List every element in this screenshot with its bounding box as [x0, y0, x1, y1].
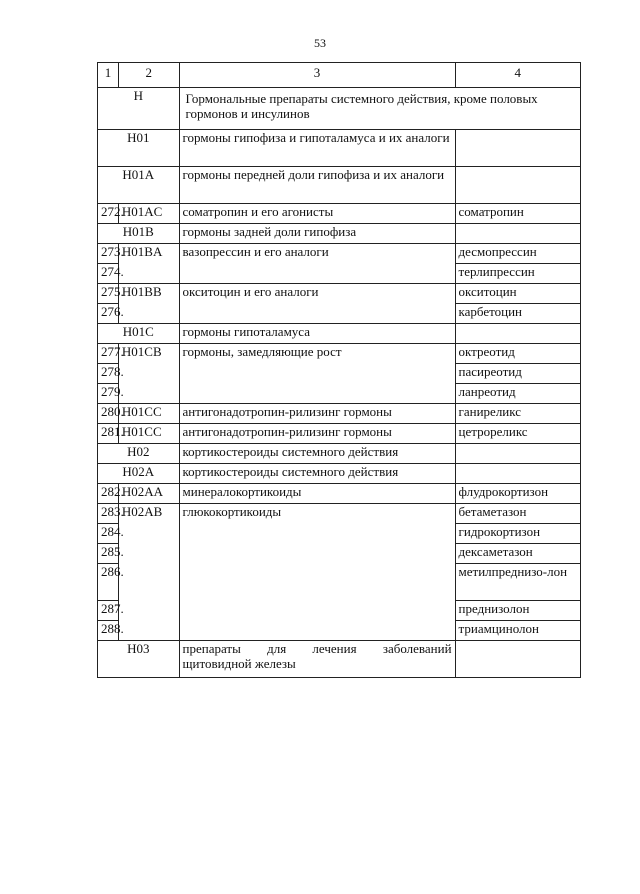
atc-code: H01CC [118, 424, 179, 444]
header-col-2: 2 [118, 63, 179, 88]
drug-name: терлипрессин [455, 264, 580, 284]
row-number: 275. [98, 284, 119, 304]
row-number: 283. [98, 504, 119, 524]
group-code: H01 [98, 130, 180, 167]
drug-name: соматропин [455, 204, 580, 224]
group-code: H02A [98, 464, 180, 484]
row-number: 282. [98, 484, 119, 504]
atc-description: антигонадотропин-рилизинг гормоны [179, 424, 455, 444]
group-row [98, 130, 581, 167]
drug-name: бетаметазон [455, 504, 580, 524]
group-row [98, 167, 581, 204]
drug-name: триамцинолон [455, 621, 580, 641]
group-title: гормоны гипофиза и гипоталамуса и их аналоги [179, 130, 455, 167]
drug-name: пасиреотид [455, 364, 580, 384]
atc-code: H01CB [118, 344, 179, 404]
group-code: H01A [98, 167, 180, 204]
atc-description: вазопрессин и его аналоги [179, 244, 455, 284]
row-number: 286. [98, 564, 119, 601]
table-row [98, 344, 581, 364]
empty-cell [455, 324, 580, 344]
empty-cell [455, 130, 580, 167]
header-col-3: 3 [179, 63, 455, 88]
empty-cell [455, 224, 580, 244]
group-title: гормоны передней доли гипофиза и их аналоги [179, 167, 455, 204]
drug-name: десмопрессин [455, 244, 580, 264]
group-title: кортикостероиды системного действия [179, 464, 455, 484]
drug-name: дексаметазон [455, 544, 580, 564]
atc-code: H01BB [118, 284, 179, 324]
group-title: препараты для лечения заболеваний щитовидной железы [179, 641, 455, 678]
row-number: 280. [98, 404, 119, 424]
table-row [98, 504, 581, 524]
atc-code: H01BA [118, 244, 179, 284]
group-title: гормоны задней доли гипофиза [179, 224, 455, 244]
drug-name: флудрокортизон [455, 484, 580, 504]
table-row [98, 424, 581, 444]
section-title: Гормональные препараты системного действия, кроме половых гормонов и инсулинов [179, 88, 580, 130]
table-row [98, 484, 581, 504]
group-code: H01C [98, 324, 180, 344]
row-number: 279. [98, 384, 119, 404]
table-row [98, 284, 581, 304]
group-row [98, 224, 581, 244]
table-row [98, 244, 581, 264]
empty-cell [455, 464, 580, 484]
drug-table [97, 62, 581, 678]
group-code: H03 [98, 641, 180, 678]
table-row [98, 404, 581, 424]
empty-cell [455, 444, 580, 464]
row-number: 278. [98, 364, 119, 384]
drug-name: октреотид [455, 344, 580, 364]
page-number: 53 [314, 36, 326, 50]
row-number: 288. [98, 621, 119, 641]
group-title: кортикостероиды системного действия [179, 444, 455, 464]
section-row [98, 88, 581, 130]
group-row [98, 324, 581, 344]
empty-cell [455, 641, 580, 678]
drug-name: карбетоцин [455, 304, 580, 324]
row-number: 273. [98, 244, 119, 264]
group-code: H01B [98, 224, 180, 244]
group-row [98, 464, 581, 484]
row-number: 276. [98, 304, 119, 324]
atc-code: H02AB [118, 504, 179, 641]
group-code: H02 [98, 444, 180, 464]
atc-description: соматропин и его агонисты [179, 204, 455, 224]
section-code: H [98, 88, 180, 130]
empty-cell [455, 167, 580, 204]
group-row [98, 641, 581, 678]
row-number: 281. [98, 424, 119, 444]
row-number: 284. [98, 524, 119, 544]
table-row [98, 204, 581, 224]
atc-description: антигонадотропин-рилизинг гормоны [179, 404, 455, 424]
atc-code: H02AA [118, 484, 179, 504]
table-header-row [98, 63, 581, 88]
drug-name: цетрореликс [455, 424, 580, 444]
row-number: 277. [98, 344, 119, 364]
row-number: 274. [98, 264, 119, 284]
atc-description: минералокортикоиды [179, 484, 455, 504]
atc-description: глюкокортикоиды [179, 504, 455, 641]
row-number: 272. [98, 204, 119, 224]
drug-name: ганиреликс [455, 404, 580, 424]
header-col-1: 1 [98, 63, 119, 88]
atc-description: гормоны, замедляющие рост [179, 344, 455, 404]
drug-name: ланреотид [455, 384, 580, 404]
atc-code: H01AC [118, 204, 179, 224]
header-col-4: 4 [455, 63, 580, 88]
atc-code: H01CC [118, 404, 179, 424]
drug-name: гидрокортизон [455, 524, 580, 544]
drug-name: окситоцин [455, 284, 580, 304]
group-row [98, 444, 581, 464]
row-number: 285. [98, 544, 119, 564]
row-number: 287. [98, 601, 119, 621]
drug-name: метилпреднизо-лон [455, 564, 580, 601]
drug-name: преднизолон [455, 601, 580, 621]
group-title: гормоны гипоталамуса [179, 324, 455, 344]
atc-description: окситоцин и его аналоги [179, 284, 455, 324]
